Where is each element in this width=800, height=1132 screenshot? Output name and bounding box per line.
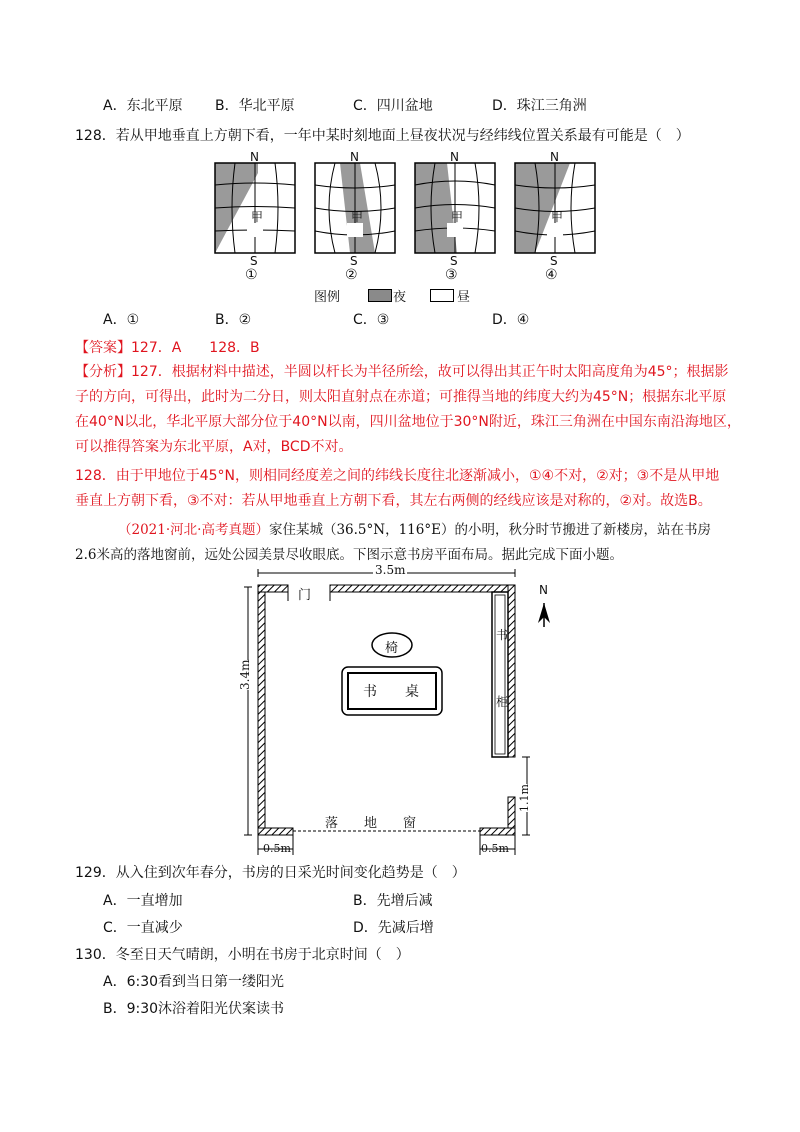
intro-text-1: 家住某城（36.5°N，116°E）的小明，秋分时节搬进了新楼房，站在书房 [268, 522, 711, 538]
legend-night-label: 夜 [393, 290, 407, 305]
figure-4-south: S [550, 254, 558, 268]
analysis-line-3: 在40°N以北，华北平原大部分位于40°N以南，四川盆地位于30°N附近，珠江三角洲在中国东南沿海地区， [75, 414, 741, 430]
figure-4-center: 甲 [551, 210, 564, 224]
floorplan-width-label: 3.5m [375, 563, 406, 577]
analysis-line-4: 可以推得答案为东北平原，A对，BCD不对。 [75, 439, 353, 455]
floorplan-window: 落 地 窗 [325, 816, 417, 831]
q129-option-d: D．先减后增 [353, 920, 434, 936]
analysis-tag: 【分析】 [75, 364, 131, 380]
analysis-text-1: 127．根据材料中描述，半圆以杆长为半径所绘，故可以得出其正午时太阳高度角为45°；根据影 [131, 364, 729, 380]
figure-3-center: 甲 [451, 210, 464, 224]
figure-2-center: 甲 [351, 210, 364, 224]
floorplan-height-label: 3.4m [238, 659, 252, 690]
floorplan-left-corner: 0.5m [263, 842, 291, 855]
figure-1-south: S [250, 254, 258, 268]
q130-option-a: A．6:30看到当日第一缕阳光 [103, 974, 285, 990]
q128-option-d: D．④ [492, 312, 530, 328]
answer-line [75, 338, 260, 358]
q128-figures [200, 148, 600, 308]
figure-3-north: N [450, 150, 459, 164]
floorplan-bookcase-bottom: 柜 [496, 695, 509, 709]
legend-title: 图例 [314, 290, 341, 305]
q127-option-b: B．华北平原 [215, 98, 295, 114]
figure-3-label: ③ [445, 267, 458, 283]
floorplan-door: 门 [298, 588, 312, 603]
figure-2-south: S [350, 254, 358, 268]
intro-source: （2021·河北·高考真题） [118, 522, 269, 538]
figure-4-north: N [550, 150, 559, 164]
intro-line-1 [118, 520, 711, 540]
q129-option-a: A．一直增加 [103, 893, 183, 909]
floorplan-right-corner: 0.5m [481, 842, 509, 855]
q130-stem: 130．冬至日天气晴朗，小明在书房于北京时间（ ） [75, 947, 410, 963]
figure-4-label: ④ [545, 267, 558, 283]
q128-option-a: A．① [103, 312, 140, 328]
q128-stem: 128．若从甲地垂直上方朝下看，一年中某时刻地面上昼夜状况与经纬线位置关系最有可能是（ ） [75, 128, 690, 144]
analysis-line-2: 子的方向，可得出，此时为二分日，则太阳直射点在赤道；可推得当地的纬度大约为45°N；根据东北平原 [75, 389, 727, 405]
analysis-line-6: 垂直上方朝下看，③不对：若从甲地垂直上方朝下看，其左右两侧的经线应该是对称的，②对。故选B。 [75, 493, 712, 509]
q128-option-c: C．③ [353, 312, 390, 328]
figure-3-south: S [450, 254, 458, 268]
analysis-line-5: 128．由于甲地位于45°N，则相同经度差之间的纬线长度往北逐渐减小，①④不对，②对；③不是从甲地 [75, 468, 720, 484]
figure-1-center: 甲 [251, 210, 264, 224]
q130-option-b: B．9:30沐浴着阳光伏案读书 [103, 1001, 285, 1017]
q127-option-d: D．珠江三角洲 [492, 98, 587, 114]
q129-option-b: B．先增后减 [353, 893, 433, 909]
legend-night-swatch [368, 289, 392, 302]
figure-1-north: N [250, 150, 259, 164]
intro-line-2: 2.6米高的落地窗前，远处公园美景尽收眼底。下图示意书房平面布局。据此完成下面小题。 [75, 547, 623, 563]
floorplan-desk: 书 桌 [363, 684, 419, 700]
q129-stem: 129．从入住到次年春分，书房的日采光时间变化趋势是（ ） [75, 865, 466, 881]
q129-option-c: C．一直减少 [103, 920, 183, 936]
legend-day-label: 昼 [457, 290, 471, 305]
figure-2-label: ② [345, 267, 358, 283]
floorplan-chair: 椅 [385, 641, 399, 656]
legend-day-swatch [430, 289, 454, 302]
analysis-line-1 [75, 362, 729, 382]
answer-tag: 【答案】 [75, 340, 131, 356]
q128-option-b: B．② [215, 312, 252, 328]
figure-2-north: N [350, 150, 359, 164]
floorplan-bookcase-top: 书 [496, 628, 509, 642]
answer-text: 127．A 128．B [131, 340, 260, 356]
compass-north-label: N [539, 583, 548, 597]
floorplan-right-gap: 1.1m [518, 784, 531, 812]
q127-option-a: A．东北平原 [103, 98, 183, 114]
figure-1-label: ① [245, 267, 258, 283]
q127-option-c: C．四川盆地 [353, 98, 433, 114]
